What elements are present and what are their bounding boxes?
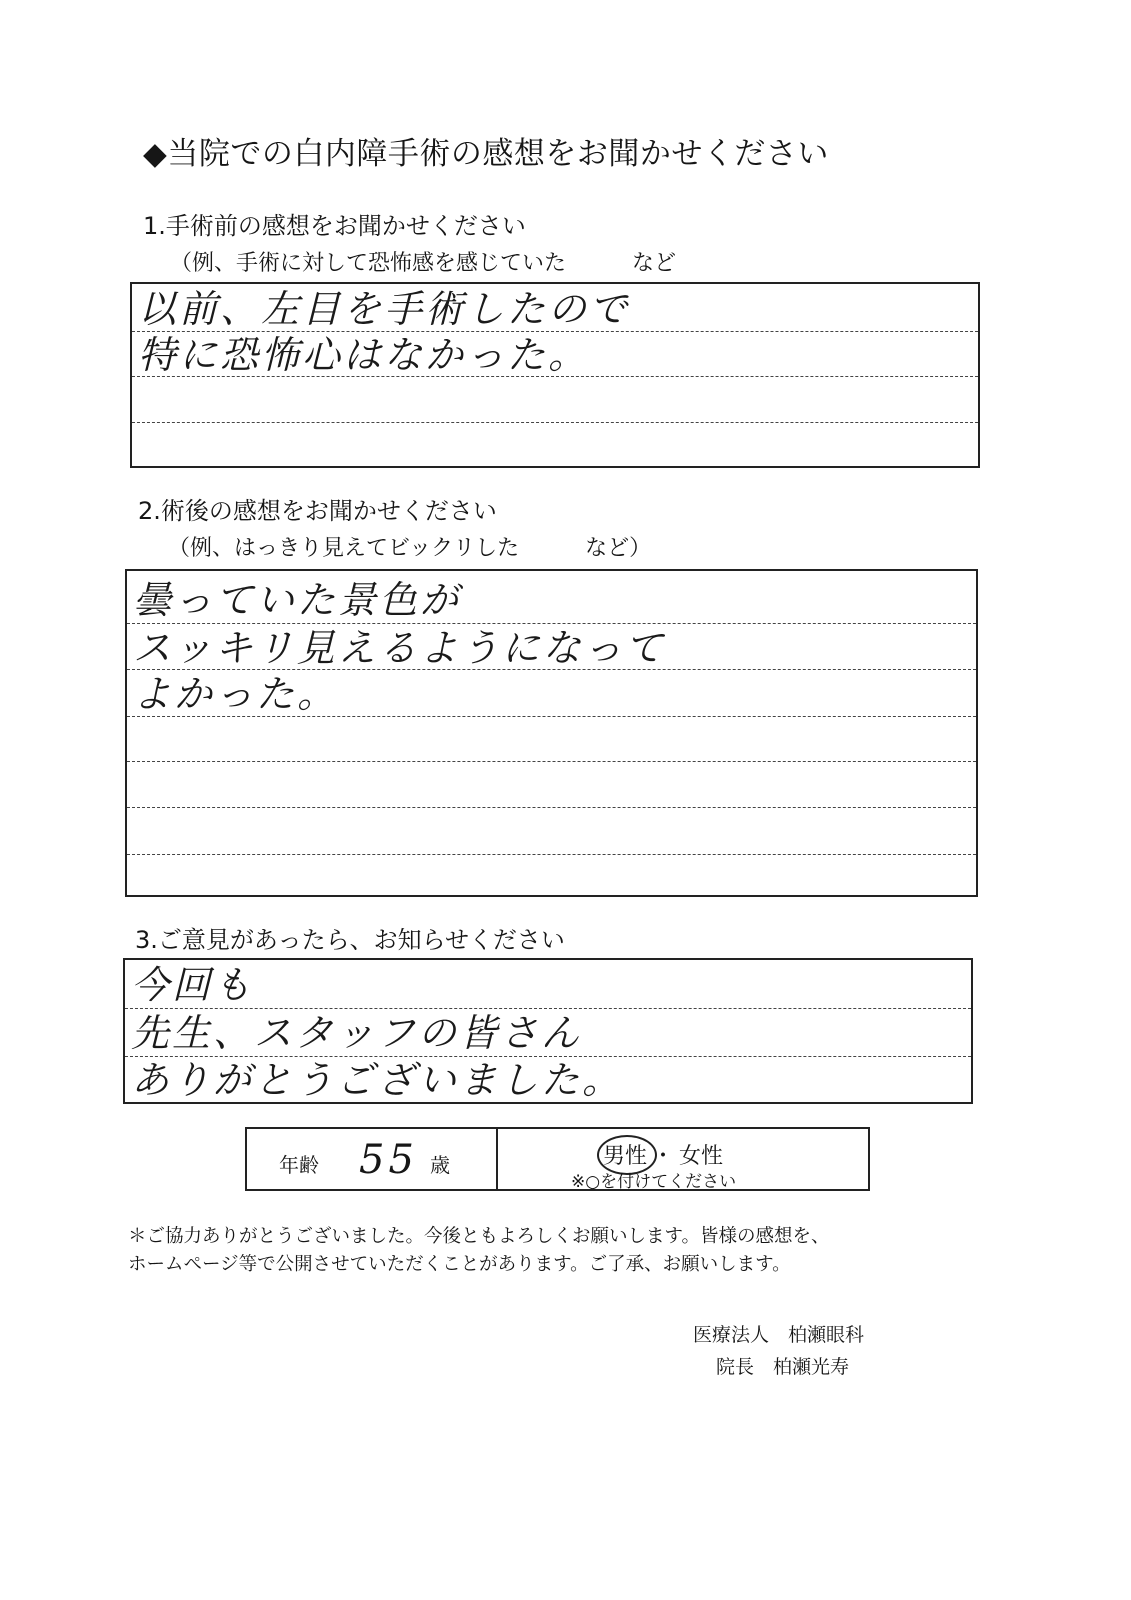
page-title: ◆当院での白内障手術の感想をお聞かせください — [143, 136, 829, 172]
q1-heading: 1.手術前の感想をお聞かせください — [143, 212, 526, 240]
q3-answer-line-1: 今回も — [131, 963, 255, 1007]
footer-line-1: ＊ご協力ありがとうございました。今後ともよろしくお願いします。皆様の感想を、 — [128, 1226, 830, 1247]
respondent-info-box — [245, 1127, 870, 1191]
q2-answer-line-2: スッキリ見えるようになって — [133, 626, 666, 670]
q3-answer-line-3: ありがとうございました。 — [131, 1058, 624, 1102]
age-unit: 歳 — [430, 1153, 450, 1177]
q2-answer-line-1: 曇っていた景色が — [133, 578, 462, 622]
gender-female[interactable]: 女性 — [679, 1144, 724, 1169]
q2-heading: 2.術後の感想をお聞かせください — [138, 497, 497, 525]
clinic-name: 医療法人 柏瀬眼科 — [693, 1324, 865, 1346]
q2-answer-line-3: よかった。 — [133, 672, 339, 716]
q3-answer-line-2: 先生、スタッフの皆さん — [131, 1011, 583, 1055]
age-value[interactable]: 55 — [359, 1137, 418, 1183]
q3-heading: 3.ご意見があったら、お知らせください — [135, 926, 565, 954]
q2-answer-box[interactable] — [125, 569, 978, 897]
q2-example: （例、はっきり見えてビックリした など） — [168, 536, 652, 561]
q1-answer-box[interactable] — [130, 282, 980, 468]
gender-male[interactable]: 男性 — [603, 1144, 648, 1169]
age-label: 年齢 — [279, 1153, 319, 1177]
q1-example: （例、手術に対して恐怖感を感じていた など — [170, 251, 677, 276]
footer-line-2: ホームページ等で公開させていただくことがあります。ご了承、お願いします。 — [128, 1254, 791, 1275]
q1-answer-line-2: 特に恐怖心はなかった。 — [138, 333, 590, 377]
gender-separator: ・ — [652, 1144, 675, 1169]
footer-note — [128, 1223, 830, 1279]
q1-answer-line-1: 以前、左目を手術したので — [138, 287, 631, 331]
gender-note: ※○を付けてください — [571, 1172, 737, 1192]
q3-answer-box[interactable] — [123, 958, 973, 1104]
director-name: 院長 柏瀬光寿 — [716, 1356, 850, 1378]
